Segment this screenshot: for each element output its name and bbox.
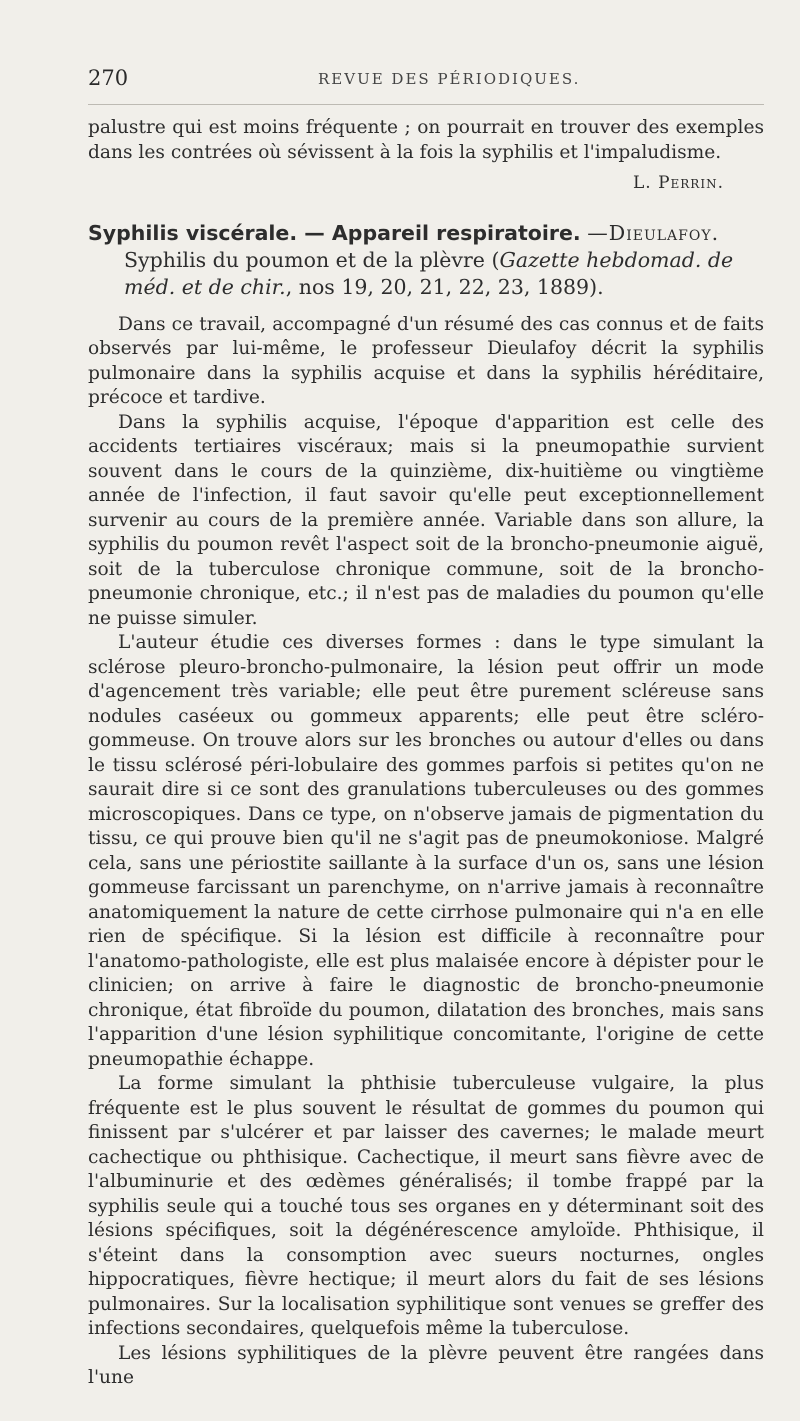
- paragraph: Dans la syphilis acquise, l'époque d'apparition est celle des accidents tertiaires viscéraux; mais si la pneumopathie survient souvent dans le cours de la quinzième, dix-huitième ou vingtième année de l'infection, il faut savoir qu'elle peut exceptionnellement survenir au cours de la première année. Variable dans son allure, la syphilis du poumon revêt l'aspect soit de la broncho-pneumonie aiguë, soit de la tuberculose chronique commune, soit de la broncho-pneumonie chronique, etc.; il n'est pas de maladies du poumon qu'elle ne puisse simuler.: [88, 411, 764, 629]
- paragraph: La forme simulant la phthisie tuberculeuse vulgaire, la plus fréquente est le plus souvent le résultat de gommes du poumon qui finissent par s'ulcérer et par laisser des cavernes; le malade meurt cachectique ou phthisique. Cachectique, il meurt sans fièvre avec de l'albuminurie et des œdèmes généralisés; il tombe frappé par la syphilis seule qui a touché tous ses organes en y déterminant soit des lésions spécifiques, soit la dégénérescence amyloïde. Phthisique, il s'éteint dans la consomption avec sueurs nocturnes, ongles hippocratiques, fièvre hectique; il meurt alors du fait de ses lésions pulmonaires. Sur la localisation syphilitique sont venues se greffer des infections secondaires, quelquefois même la tuberculose.: [88, 1073, 764, 1339]
- paragraph: L'auteur étudie ces diverses formes : dans le type simulant la sclérose pleuro-broncho-pulmonaire, la lésion peut offrir un mode d'agencement très variable; elle peut être purement scléreuse sans nodules caséeux ou gommeux apparents; elle peut être scléro-gommeuse. On trouve alors sur les bronches ou autour d'elles ou dans le tissu sclérosé péri-lobulaire des gommes parfois si petites qu'on ne saurait dire si ce sont des granulations tuberculeuses ou des gommes microscopiques. Dans ce type, on n'observe jamais de pigmentation du tissu, ce qui prouve bien qu'il ne s'agit pas de pneumokoniose. Malgré cela, sans une périostite saillante à la surface d'un os, sans une lésion gommeuse farcissant un parenchyme, on n'arrive jamais à reconnaître anatomiquement la nature de cette cirrhose pulmonaire qui n'a en elle rien de spécifique. Si la lésion est difficile à reconnaître pour l'anatomo-pathologiste, elle est plus malaisée encore à dépister pour le clinicien; on arrive à faire le diagnostic de broncho-pneumonie chronique, état fibroïde du poumon, dilatation des bronches, mais sans l'apparition d'une lésion syphilitique concomitante, l'origine de cette pneumopathie échappe.: [88, 632, 764, 1070]
- signature-initial: L.: [632, 173, 652, 193]
- issue-reference: nos 19, 20, 21, 22, 23, 1889).: [298, 274, 604, 299]
- paragraph: Les lésions syphilitiques de la plèvre peuvent être rangées dans l'une: [88, 1342, 764, 1388]
- previous-review-closing: palustre qui est moins fréquente ; on pourrait en trouver des exemples dans les contrées où sévissent à la fois la syphilis et l'impaludisme.: [88, 117, 764, 163]
- article-title: Syphilis du poumon et de la plèvre: [124, 247, 485, 272]
- article-author: —Dieulafoy.: [587, 220, 720, 245]
- running-head: [88, 66, 708, 96]
- article-heading: Syphilis viscérale. — Appareil respiratoire. —Dieulafoy. Syphilis du poumon et de la plèvre (Gazette hebdomad. de méd. et de chir., nos 19, 20, 21, 22, 23, 1889).: [88, 220, 734, 299]
- journal-reference: Gazette hebdomad. de méd. et de chir.: [124, 247, 734, 299]
- article-subject: Syphilis viscérale. — Appareil respiratoire.: [88, 220, 581, 245]
- paragraph: Dans ce travail, accompagné d'un résumé des cas connus et de faits observés par lui-même, le professeur Dieulafoy décrit la syphilis pulmonaire dans la syphilis acquise et dans la syphilis héréditaire, précoce et tardive.: [88, 313, 764, 408]
- review-signature: [88, 171, 724, 196]
- body-text: [88, 116, 764, 1391]
- page-number: 270: [88, 66, 129, 90]
- signature-name: Perrin.: [658, 173, 724, 193]
- header-rule: [88, 104, 764, 105]
- running-title: REVUE DES PÉRIODIQUES.: [318, 70, 581, 88]
